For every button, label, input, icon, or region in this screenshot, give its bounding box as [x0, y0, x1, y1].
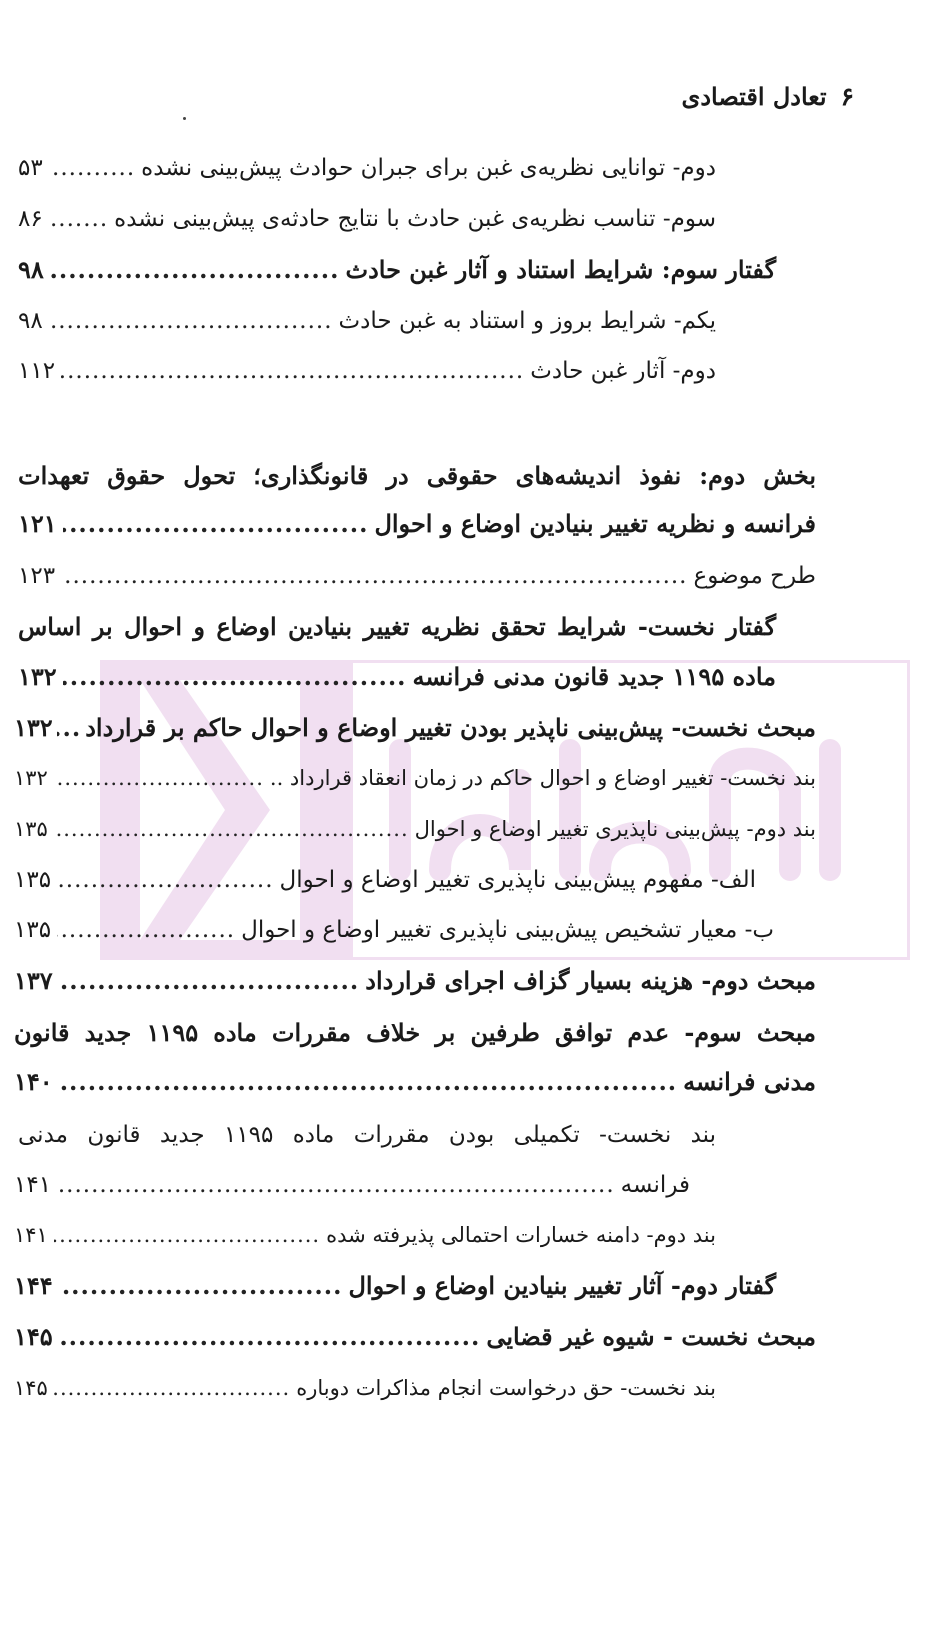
- toc-entry: [18, 555, 816, 597]
- stray-dot: [183, 117, 186, 120]
- dot-leader: [57, 707, 82, 749]
- toc-entry-title: بند دوم- پیش‌بینی ناپذیری تغییر اوضاع و احوال: [414, 817, 816, 841]
- toc-entry-page: ۱۴۵: [14, 1322, 53, 1351]
- toc-entry-title: گفتار دوم- آثار تغییر بنیادین اوضاع و احوال: [348, 1271, 776, 1300]
- toc-entry: [18, 350, 716, 392]
- toc-entry-title: بند دوم- دامنه خسارات احتمالی پذیرفته شده: [326, 1223, 716, 1247]
- dot-leader: [61, 555, 687, 597]
- toc-entry: [18, 198, 716, 240]
- toc-entry: [14, 1367, 716, 1409]
- toc-entry-title: فرانسه: [620, 1172, 690, 1198]
- dot-leader: [59, 1061, 677, 1103]
- toc-entry-page: ۱۴۰: [14, 1067, 53, 1096]
- dot-leader: [57, 859, 273, 901]
- toc-entry-title: فرانسه و نظریه تغییر بنیادین اوضاع و احوال: [374, 509, 816, 538]
- dot-leader: [49, 300, 333, 342]
- toc-entry-page: ۱۳۵: [14, 867, 52, 893]
- toc-entry-title: بند نخست- تکمیلی بودن مقررات ماده ۱۱۹۵ جدید قانون مدنی: [18, 1122, 716, 1148]
- toc-entry-title: سوم- تناسب نظریه‌ی غبن حادث با نتایج حادثه‌ی پیش‌بینی نشده: [114, 206, 716, 232]
- dot-leader: [61, 350, 524, 392]
- dot-leader: [54, 757, 264, 799]
- dot-leader: [54, 1367, 290, 1409]
- toc-entry-title: یکم- شرایط بروز و استناد به غبن حادث: [338, 308, 716, 334]
- running-header: [682, 82, 854, 111]
- toc-entry-title: بند نخست- حق درخواست انجام مذاکرات دوباره: [296, 1376, 716, 1400]
- toc-entry-title: مدنی فرانسه: [683, 1067, 816, 1096]
- toc-entry: [18, 147, 716, 189]
- header-page-number: ۶: [840, 82, 854, 111]
- toc-entry: [14, 1316, 816, 1358]
- toc-entry: [14, 1164, 690, 1206]
- toc-entry: [18, 503, 816, 545]
- toc-entry-page: ۹۸: [18, 255, 44, 284]
- toc-entry: [14, 1214, 716, 1256]
- dot-leader: [54, 808, 409, 850]
- dot-leader: [63, 656, 407, 698]
- toc-entry-title: مبحث سوم- عدم توافق طرفین بر خلاف مقررات ماده ۱۱۹۵ جدید قانون: [14, 1018, 817, 1047]
- dot-leader: [59, 960, 360, 1002]
- toc-entry-page: ۱۳۲: [18, 662, 57, 691]
- dot-leader: [54, 1214, 320, 1256]
- toc-entry-page: ۱۳۲: [14, 766, 48, 790]
- toc-entry-page: ۱۳۲: [14, 713, 53, 742]
- toc-entry-page: ۱۴۱: [14, 1223, 48, 1247]
- toc-section-heading: [14, 1012, 816, 1054]
- dot-leader: [59, 1316, 481, 1358]
- toc-entry-title: ب- معیار تشخیص پیش‌بینی ناپذیری تغییر اوضاع و احوال: [241, 917, 774, 943]
- dot-leader: [49, 147, 135, 189]
- toc-entry: [14, 909, 774, 951]
- toc-entry: [18, 656, 776, 698]
- toc-entry-title: مبحث نخست- پیش‌بینی ناپذیر بودن تغییر اوضاع و احوال حاکم بر قرارداد: [85, 713, 816, 742]
- toc-entry-page: ۱۴۱: [14, 1172, 52, 1198]
- toc-entry-page: ۱۴۵: [14, 1376, 48, 1400]
- toc-entry-page: ۸۶: [18, 206, 43, 232]
- toc-chapter-heading: [18, 606, 776, 648]
- dot-leader: [57, 909, 235, 951]
- toc-entry-page: ۱۴۴: [14, 1271, 53, 1300]
- toc-entry: [14, 808, 816, 850]
- toc-entry-title: طرح موضوع: [693, 563, 816, 589]
- dot-leader: [59, 1265, 343, 1307]
- toc-entry-title: الف- مفهوم پیش‌بینی ناپذیری تغییر اوضاع و احوال: [279, 867, 756, 893]
- toc-entry-title: مبحث نخست - شیوه غیر قضایی: [486, 1322, 816, 1351]
- toc-entry-title: گفتار سوم: شرایط استناد و آثار غبن حادث: [345, 255, 776, 284]
- toc-entry: [14, 707, 816, 749]
- toc-entry-title: بند نخست- تغییر اوضاع و احوال حاکم در زمان انعقاد قرارداد ..: [269, 766, 816, 790]
- header-book-title: تعادل اقتصادی: [681, 82, 827, 111]
- toc-entry-page: ۱۱۲: [18, 358, 56, 384]
- toc-entry-page: ۱۳۵: [14, 917, 52, 943]
- toc-entry-page: ۱۳۵: [14, 817, 48, 841]
- toc-subsection-heading: [18, 1114, 716, 1156]
- toc-entry-page: ۱۳۷: [14, 966, 53, 995]
- toc-entry-page: ۱۲۳: [18, 563, 56, 589]
- dot-leader: [49, 198, 108, 240]
- dot-leader: [63, 503, 369, 545]
- toc-entry: [14, 757, 816, 799]
- dot-leader: [57, 1164, 615, 1206]
- toc-entry: [14, 1265, 776, 1307]
- toc-entry-page: ۵۳: [18, 155, 43, 181]
- toc-entry: [18, 249, 776, 291]
- toc-entry: [14, 960, 816, 1002]
- toc-entry: [14, 1061, 816, 1103]
- toc-entry: [18, 300, 716, 342]
- toc-entry-page: ۱۲۱: [18, 509, 57, 538]
- toc-entry-title: بخش دوم: نفوذ اندیشه‌های حقوقی در قانونگذاری؛ تحول حقوق تعهدات: [18, 461, 816, 490]
- toc-entry-title: دوم- آثار غبن حادث: [530, 358, 716, 384]
- toc-entry-page: ۹۸: [18, 308, 43, 334]
- toc-entry-title: دوم- توانایی نظریه‌ی غبن برای جبران حوادث پیش‌بینی نشده: [141, 155, 716, 181]
- dot-leader: [50, 249, 340, 291]
- toc-part-heading: [18, 455, 816, 497]
- toc-entry-title: گفتار نخست- شرایط تحقق نظریه تغییر بنیادین اوضاع و احوال بر اساس: [18, 612, 776, 641]
- toc-entry: [14, 859, 756, 901]
- toc-entry-title: مبحث دوم- هزینه بسیار گزاف اجرای قرارداد: [365, 966, 816, 995]
- toc-entry-title: ماده ۱۱۹۵ جدید قانون مدنی فرانسه: [412, 662, 776, 691]
